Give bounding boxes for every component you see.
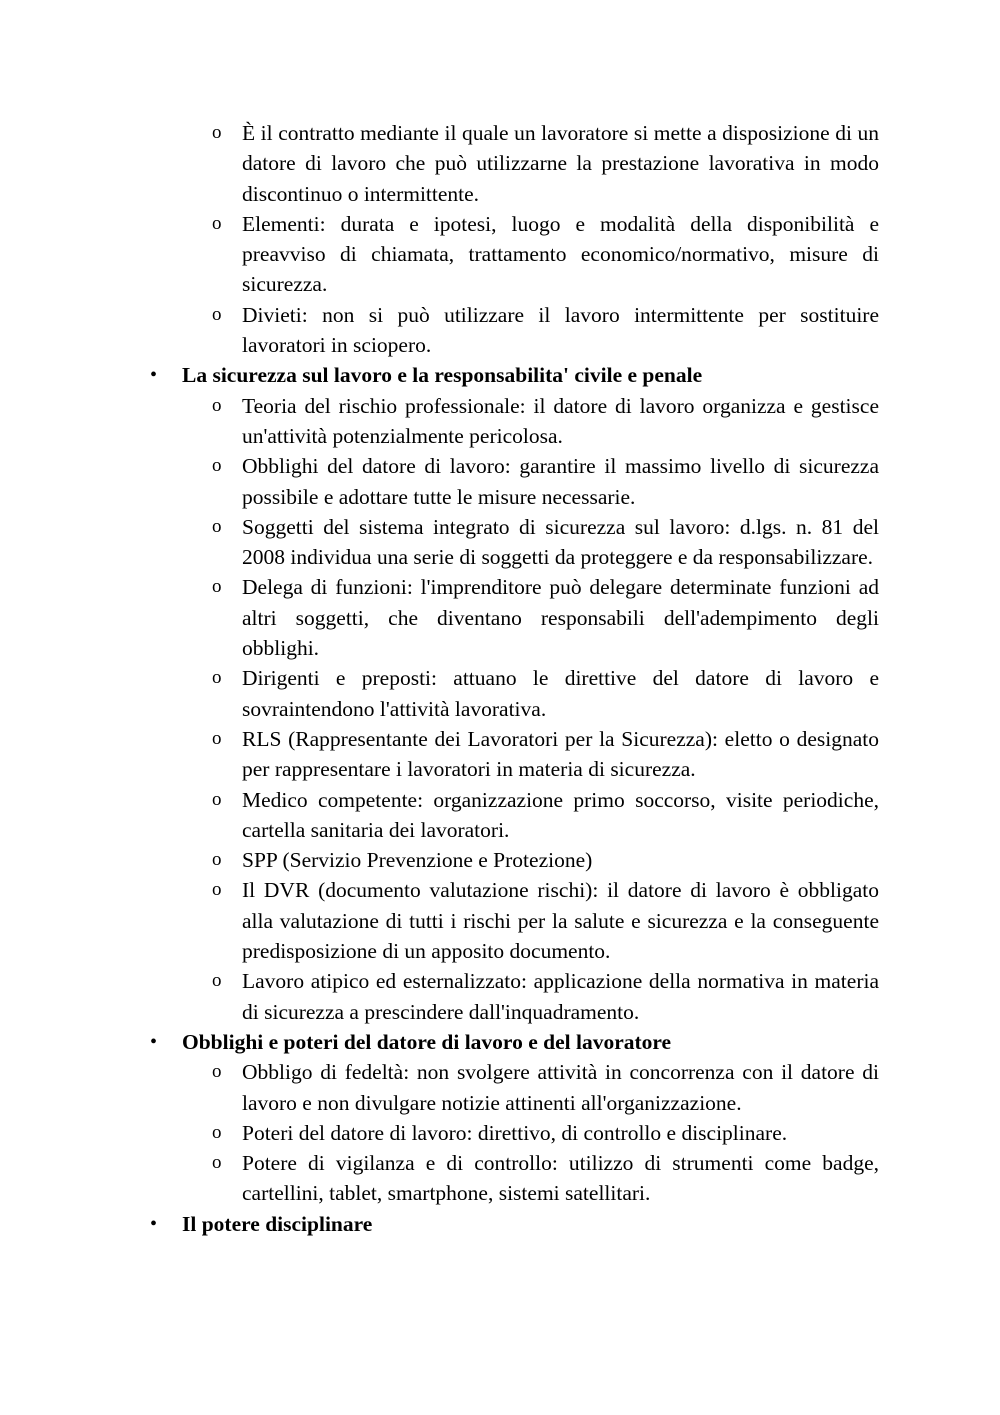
list-item xyxy=(0,1118,879,1148)
list-item-text: Dirigenti e preposti: attuano le direttive del datore di lavoro e sovraintendono l'attività lavorativa. xyxy=(242,666,879,721)
sub-bullet-icon: o xyxy=(212,879,222,901)
sub-bullet-icon: o xyxy=(212,1121,222,1143)
list-item-text: Obblighi del datore di lavoro: garantire il massimo livello di sicurezza possibile e adottare tutte le misure necessarie. xyxy=(242,454,879,509)
section-heading xyxy=(0,1027,879,1057)
sub-bullet-icon: o xyxy=(212,455,222,477)
list-item xyxy=(0,1148,879,1209)
sub-bullet-icon: o xyxy=(212,970,222,992)
bullet-icon: • xyxy=(150,1030,158,1053)
sub-bullet-icon: o xyxy=(212,849,222,871)
list-item xyxy=(0,663,879,724)
list-item xyxy=(0,785,879,846)
list-item-text: Lavoro atipico ed esternalizzato: applicazione della normativa in materia di sicurezza a prescindere dall'inquadramento. xyxy=(242,969,879,1024)
list-item-text: Elementi: durata e ipotesi, luogo e modalità della disponibilità e preavviso di chiamata, trattamento economico/normativo, misure di sicurezza. xyxy=(242,211,879,297)
sub-bullet-icon: o xyxy=(212,122,222,143)
document-page xyxy=(0,118,1000,1239)
sub-bullet-icon: o xyxy=(212,212,222,234)
list-item xyxy=(0,512,879,573)
list-item-text: Poteri del datore di lavoro: direttivo, di controllo e disciplinare. xyxy=(242,1120,788,1145)
list-item-text: Divieti: non si può utilizzare il lavoro intermittente per sostituire lavoratori in sciopero. xyxy=(242,302,879,358)
sub-bullet-icon: o xyxy=(212,667,222,689)
section-heading xyxy=(0,1209,879,1239)
sub-bullet-icon: o xyxy=(212,1152,222,1174)
list-item-text: Obbligo di fedeltà: non svolgere attività in concorrenza con il datore di lavoro e non divulgare notizie attinenti all'organizzazione. xyxy=(242,1060,879,1115)
list-item-text: Il DVR (documento valutazione rischi): il datore di lavoro è obbligato alla valutazione di tutti i rischi per la salute e sicurezza e la conseguente predisposizione di un apposito documento. xyxy=(242,878,879,964)
bullet-icon: • xyxy=(150,1212,158,1235)
list-item xyxy=(0,966,879,1027)
sub-bullet-icon: o xyxy=(212,576,222,598)
list-item xyxy=(0,118,879,209)
section-heading-text: La sicurezza sul lavoro e la responsabilita' civile e penale xyxy=(182,363,703,388)
section-heading-text: Obblighi e poteri del datore di lavoro e del lavoratore xyxy=(182,1029,672,1054)
section-heading xyxy=(0,360,879,390)
list-item-text: Potere di vigilanza e di controllo: utilizzo di strumenti come badge, cartellini, tablet, smartphone, sistemi satellitari. xyxy=(242,1151,879,1206)
list-item-text: Medico competente: organizzazione primo soccorso, visite periodiche, cartella sanitaria dei lavoratori. xyxy=(242,787,879,842)
list-item xyxy=(0,451,879,512)
sub-bullet-icon: o xyxy=(212,303,222,325)
sub-bullet-icon: o xyxy=(212,1061,222,1083)
list-item xyxy=(0,209,879,300)
list-item-text: RLS (Rappresentante dei Lavoratori per la Sicurezza): eletto o designato per rappresentare i lavoratori in materia di sicurezza. xyxy=(242,726,879,782)
sub-bullet-icon: o xyxy=(212,727,222,749)
bullet-icon: • xyxy=(150,364,158,387)
list-item xyxy=(0,572,879,663)
continued-sub-list xyxy=(0,118,1000,360)
list-item xyxy=(0,1057,879,1118)
list-item xyxy=(0,300,879,361)
list-item-text: Teoria del rischio professionale: il datore di lavoro organizza e gestisce un'attività potenzialmente pericolosa. xyxy=(242,393,879,448)
sub-bullet-icon: o xyxy=(212,788,222,810)
list-item xyxy=(0,724,879,785)
list-item xyxy=(0,875,879,966)
section-heading-text: Il potere disciplinare xyxy=(182,1211,373,1236)
list-item-text: Soggetti del sistema integrato di sicurezza sul lavoro: d.lgs. n. 81 del 2008 individua una serie di soggetti da proteggere e da responsabilizzare. xyxy=(242,514,879,570)
list-item-text: Delega di funzioni: l'imprenditore può delegare determinate funzioni ad altri soggetti, che diventano responsabili dell'adempimento degli obblighi. xyxy=(242,575,879,661)
sub-bullet-icon: o xyxy=(212,394,222,416)
list-item-text: È il contratto mediante il quale un lavoratore si mette a disposizione di un datore di lavoro che può utilizzarne la prestazione lavorativa in modo discontinuo o intermittente. xyxy=(242,121,879,206)
list-item-text: SPP (Servizio Prevenzione e Protezione) xyxy=(242,848,593,873)
list-item xyxy=(0,845,879,875)
sub-bullet-icon: o xyxy=(212,515,222,537)
list-item xyxy=(0,391,879,452)
